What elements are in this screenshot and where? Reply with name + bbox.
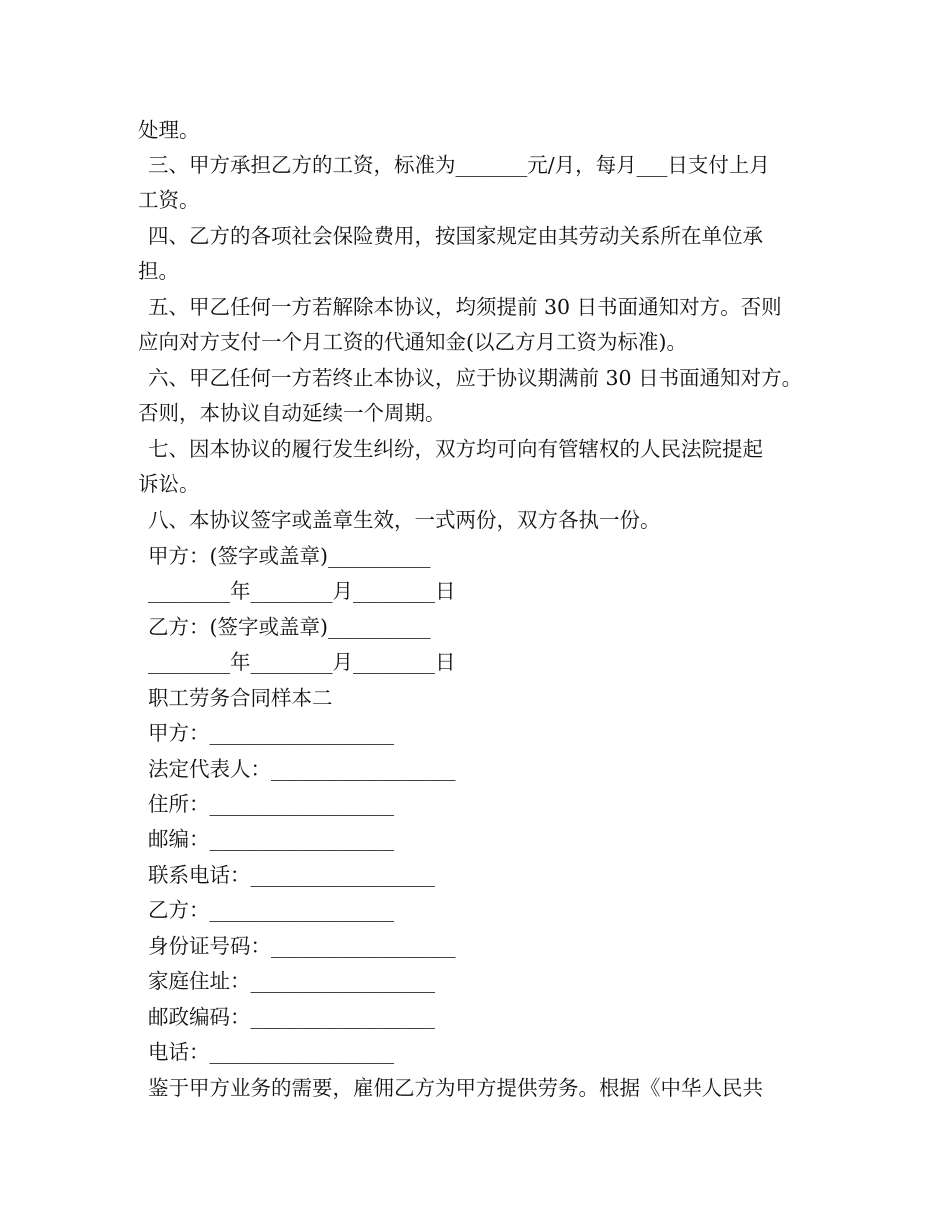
text-line-11: 诉讼。 [138, 472, 200, 496]
field-party-b: 乙方：__________________ [148, 898, 394, 922]
date-line-a: ________年________月________日 [148, 579, 456, 603]
field-address: 住所：__________________ [148, 792, 394, 816]
section-title: 职工劳务合同样本二 [148, 686, 333, 710]
field-phone: 电话：__________________ [148, 1040, 394, 1064]
field-id-number: 身份证号码：__________________ [148, 934, 456, 958]
signature-party-a: 甲方：(签字或盖章)__________ [148, 544, 431, 568]
field-party-a: 甲方：__________________ [148, 721, 394, 745]
text-line-10: 七、因本协议的履行发生纠纷，双方均可向有管辖权的人民法院提起 [148, 437, 763, 461]
text-line-3: 工资。 [138, 188, 200, 212]
text-line-2: 三、甲方承担乙方的工资，标准为_______元/月，每月___日支付上月 [148, 153, 770, 177]
signature-party-b: 乙方：(签字或盖章)__________ [148, 615, 431, 639]
field-postal-code: 邮政编码：__________________ [148, 1005, 435, 1029]
text-line-6: 五、甲乙任何一方若解除本协议，均须提前 30 日书面通知对方。否则 [148, 295, 782, 319]
text-line-5: 担。 [138, 259, 179, 283]
text-line-9: 否则，本协议自动延续一个周期。 [138, 401, 446, 425]
field-postcode: 邮编：__________________ [148, 827, 394, 851]
field-legal-rep: 法定代表人：__________________ [148, 757, 456, 781]
text-line-28: 鉴于甲方业务的需要，雇佣乙方为甲方提供劳务。根据《中华人民共 [148, 1076, 763, 1100]
text-line-4: 四、乙方的各项社会保险费用，按国家规定由其劳动关系所在单位承 [148, 224, 763, 248]
text-line-12: 八、本协议签字或盖章生效，一式两份，双方各执一份。 [148, 508, 661, 532]
field-phone-contact: 联系电话：__________________ [148, 863, 435, 887]
date-line-b: ________年________月________日 [148, 650, 456, 674]
text-line-8: 六、甲乙任何一方若终止本协议，应于协议期满前 30 日书面通知对方。 [148, 366, 803, 390]
text-line-7: 应向对方支付一个月工资的代通知金(以乙方月工资为标准)。 [138, 330, 687, 354]
text-line-1: 处理。 [138, 118, 200, 142]
field-home-address: 家庭住址：__________________ [148, 969, 435, 993]
